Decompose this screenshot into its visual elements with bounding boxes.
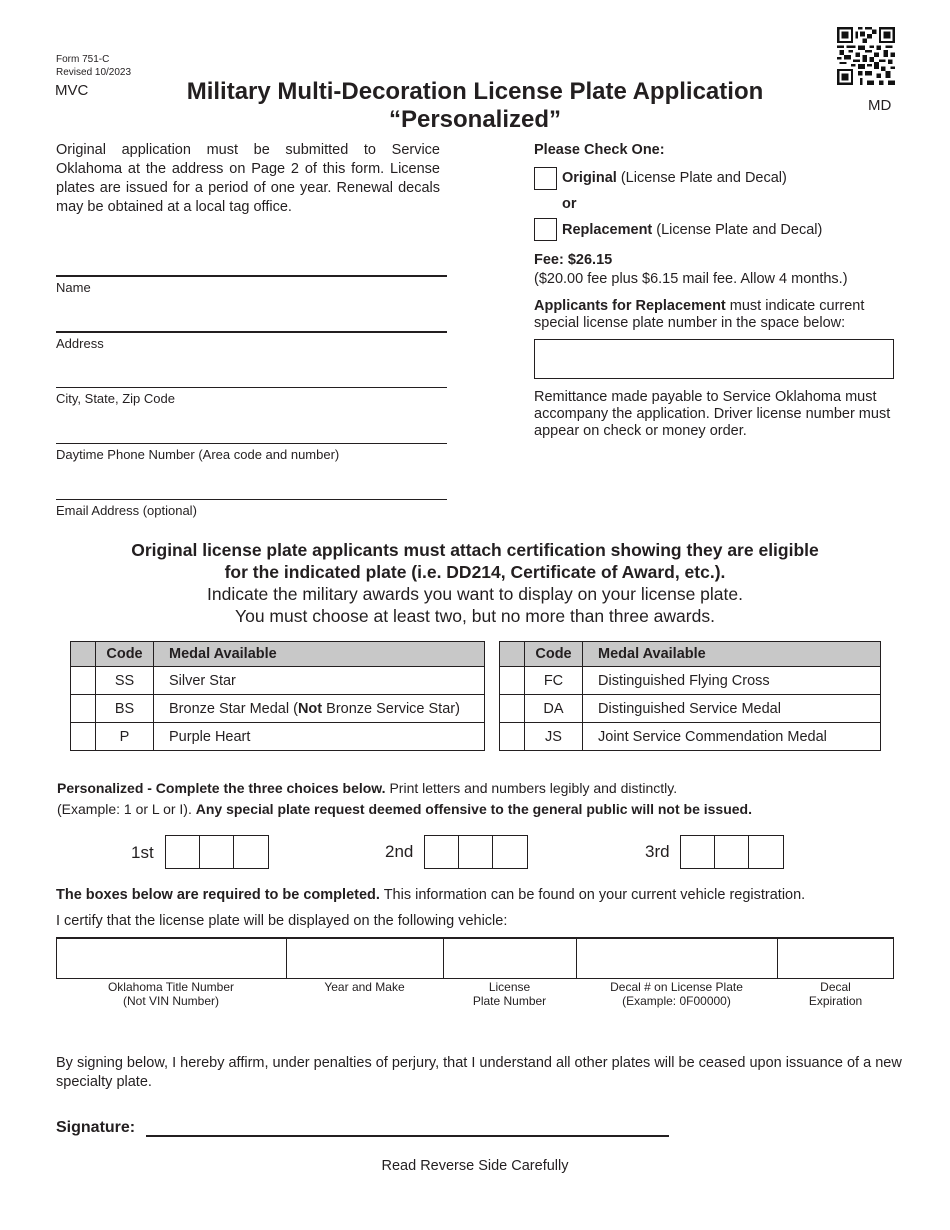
certification-line-4: You must choose at least two, but no more than three awards. xyxy=(235,606,715,626)
email-field[interactable] xyxy=(56,499,447,500)
decal-number-label: Decal # on License Plate (Example: 0F00000) xyxy=(610,980,743,1008)
medal-checkbox-p[interactable] xyxy=(71,723,96,751)
city-state-zip-label: City, State, Zip Code xyxy=(56,391,175,406)
footer-note: Read Reverse Side Carefully xyxy=(381,1158,569,1174)
current-plate-number-field[interactable] xyxy=(534,339,894,379)
choice-1-label: 1st xyxy=(131,843,154,862)
medal-name: Joint Service Commendation Medal xyxy=(583,723,881,751)
title-line-2: “Personalized” xyxy=(388,106,562,133)
address-label: Address xyxy=(56,336,104,351)
email-label: Email Address (optional) xyxy=(56,503,197,518)
corner-code: MD xyxy=(868,97,892,114)
select-header xyxy=(500,642,525,667)
fee-label: Fee: $26.15 xyxy=(534,252,613,268)
vehicle-certify-text: I certify that the license plate will be displayed on the following vehicle: xyxy=(56,913,508,929)
signature-field[interactable] xyxy=(146,1135,669,1137)
medal-table-left xyxy=(70,641,485,751)
plate-number-field[interactable] xyxy=(444,939,577,978)
select-header xyxy=(71,642,96,667)
replacement-option-label: Replacement (License Plate and Decal) xyxy=(562,222,823,238)
medal-code: P xyxy=(96,723,154,751)
choice-3-input[interactable] xyxy=(680,835,784,869)
certification-line-1: Original license plate applicants must attach certification showing they are eligible xyxy=(131,540,819,560)
decal-number-field[interactable] xyxy=(577,939,778,978)
medal-name: Silver Star xyxy=(154,667,485,695)
medal-code: BS xyxy=(96,695,154,723)
vehicle-info-table xyxy=(56,937,894,979)
year-make-label: Year and Make xyxy=(324,980,405,994)
table-row xyxy=(500,695,881,723)
replacement-checkbox[interactable] xyxy=(534,218,557,241)
medal-checkbox-bs[interactable] xyxy=(71,695,96,723)
fee-detail: ($20.00 fee plus $6.15 mail fee. Allow 4 months.) xyxy=(534,271,848,287)
decal-expiration-label: Decal Expiration xyxy=(808,980,863,1008)
medal-code: SS xyxy=(96,667,154,695)
year-make-field[interactable] xyxy=(287,939,444,978)
medal-checkbox-fc[interactable] xyxy=(500,667,525,695)
medal-name: Distinguished Flying Cross xyxy=(583,667,881,695)
original-option-label: Original (License Plate and Decal) xyxy=(562,170,787,186)
name-label: Name xyxy=(56,280,91,295)
medal-checkbox-ss[interactable] xyxy=(71,667,96,695)
certification-line-2: for the indicated plate (i.e. DD214, Certificate of Award, etc.). xyxy=(224,562,726,582)
medal-code: FC xyxy=(525,667,583,695)
medal-header: Medal Available xyxy=(154,642,485,667)
title-number-field[interactable] xyxy=(57,939,287,978)
title-line-1: Military Multi-Decoration License Plate Application xyxy=(186,78,764,105)
choice-3-label: 3rd xyxy=(645,842,670,861)
qr-code-icon xyxy=(836,27,896,85)
medal-code: DA xyxy=(525,695,583,723)
table-row xyxy=(500,667,881,695)
table-row xyxy=(71,723,485,751)
vehicle-required-note: The boxes below are required to be completed. This information can be found on your current vehicle registration. xyxy=(56,887,806,903)
table-row xyxy=(500,723,881,751)
phone-label: Daytime Phone Number (Area code and number) xyxy=(56,447,340,462)
medal-name: Distinguished Service Medal xyxy=(583,695,881,723)
check-one-heading: Please Check One: xyxy=(534,142,665,158)
original-checkbox[interactable] xyxy=(534,167,557,190)
table-header-row xyxy=(71,642,485,667)
revised-date: Revised 10/2023 xyxy=(56,67,132,78)
form-id-block xyxy=(56,53,131,79)
signature-label: Signature: xyxy=(56,1119,136,1136)
medal-checkbox-da[interactable] xyxy=(500,695,525,723)
certification-text xyxy=(60,539,890,627)
or-label: or xyxy=(562,196,577,212)
medal-code: JS xyxy=(525,723,583,751)
medal-name: Bronze Star Medal (Not Bronze Service Star) xyxy=(154,695,485,723)
title-number-label: Oklahoma Title Number (Not VIN Number) xyxy=(107,980,235,1008)
replacement-note: Applicants for Replacement must indicate current special license plate number in the space below: xyxy=(534,298,865,331)
city-state-zip-field[interactable] xyxy=(56,387,447,388)
personalized-instructions: Personalized - Complete the three choices below. Print letters and numbers legibly and distinctly. (Example: 1 or L or I). Any special plate request deemed offensive to the general public will not be issued. xyxy=(57,780,752,817)
name-field[interactable] xyxy=(56,275,447,277)
agency-code: MVC xyxy=(55,82,89,99)
table-row xyxy=(71,667,485,695)
choice-2-input[interactable] xyxy=(424,835,528,869)
code-header: Code xyxy=(525,642,583,667)
medal-header: Medal Available xyxy=(583,642,881,667)
form-number: Form 751-C xyxy=(56,54,110,65)
address-field[interactable] xyxy=(56,331,447,333)
phone-field[interactable] xyxy=(56,443,447,444)
table-header-row xyxy=(500,642,881,667)
remittance-note: Remittance made payable to Service Oklahoma must accompany the application. Driver license number must appear on check or money order. xyxy=(534,389,891,439)
choice-2-label: 2nd xyxy=(385,842,414,861)
page-title xyxy=(120,78,830,134)
table-row xyxy=(71,695,485,723)
medal-name: Purple Heart xyxy=(154,723,485,751)
choice-1-input[interactable] xyxy=(165,835,269,869)
code-header: Code xyxy=(96,642,154,667)
certification-line-3: Indicate the military awards you want to display on your license plate. xyxy=(207,584,743,604)
plate-number-label: License Plate Number xyxy=(472,980,547,1008)
intro-text: Original application must be submitted to Service Oklahoma at the address on Page 2 of this form. License plates are issued for a period of one year. Renewal decals may be obtained at a local tag office. xyxy=(56,142,440,215)
affirmation-text: By signing below, I hereby affirm, under penalties of perjury, that I understand all other plates will be ceased upon issuance of a new specialty plate. xyxy=(56,1055,902,1090)
medal-table-right xyxy=(499,641,881,751)
decal-expiration-field[interactable] xyxy=(778,939,893,978)
medal-checkbox-js[interactable] xyxy=(500,723,525,751)
